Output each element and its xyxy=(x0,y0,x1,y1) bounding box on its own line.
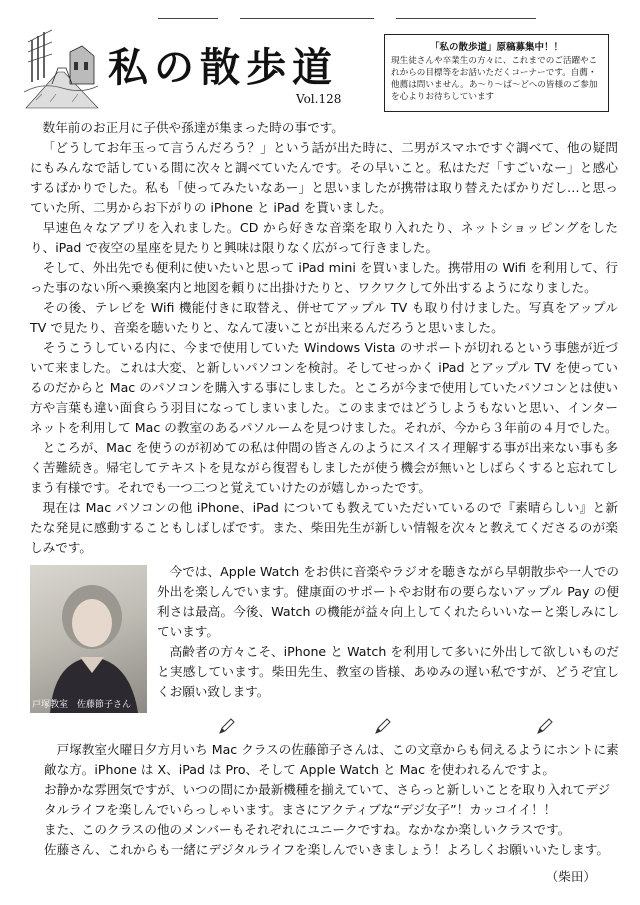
comment-paragraph: 戸塚教室火曜日夕方月いち Mac クラスの佐藤節子さんは、この文章からも伺えるようにホントに素敵な方。iPhone は X、iPad は Pro、そして Apple Watch と Mac を使われるんですよ。 xyxy=(44,742,619,777)
pencil-icon xyxy=(374,716,392,736)
article-paragraph: そうこうしている内に、今まで使用していた Windows Vista のサポートが切れるという事態が近づいて来ました。これは大変、と新しいパソコンを検討。そしてせっかく iPad とアップル TV を使っているのだからと Mac のパソコンを購入する事にしました。ところが今まで使用していたパソコンとは使い方や言葉も違い面食らう羽目になってしまいました。このままではどうしようもないと思い、インターネットを利用して Mac の教室のあるパソルームを見つけました。それが、今から３年前の４月でした。 xyxy=(30,340,618,435)
article-paragraph: そして、外出先でも便利に使いたいと思って iPad mini を買いました。携帯用の Wifi を利用して、行った事のない所へ乗換案内と地図を頼りに出掛けたりと、ワクワクして外出するようになりました。 xyxy=(30,260,618,295)
comment-paragraph: また、このクラスの他のメンバーもそれぞれにユニークですね。なかなか楽しいクラスです。 xyxy=(44,822,571,837)
portrait-illustration xyxy=(30,565,147,713)
editor-comment xyxy=(44,740,620,860)
article-paragraph: 数年前のお正月に子供や孫達が集まった時の事です。 xyxy=(42,120,344,135)
article-paragraph: 現在は Mac パソコンの他 iPhone、iPad についても教えていただいているので『素晴らしい』と新たな発見に感動することもしばしばです。また、柴田先生が新しい情報を次々と教えてくださるのが楽しみです。 xyxy=(30,500,618,555)
author-photo xyxy=(30,565,147,713)
editor-signature: （柴田） xyxy=(545,869,596,884)
article-paragraph: 今では、Apple Watch をお供に音楽やラジオを聴きながら早朝散歩や一人での外出を楽しんでいます。健康面のサポートやお財布の要らないアップル Pay の便利さは最高。今後、Watch の機能が益々向上してくれたらいいなーと楽しみにしています。 xyxy=(157,564,619,639)
article-paragraph: 早速色々なアプリを入れました。CD から好きな音楽を取り入れたり、ネットショッピングをしたり、iPad で夜空の星座を見たりと興味は限りなく広がって行きました。 xyxy=(30,220,618,255)
photo-caption: 戸塚教室 佐藤節子さん xyxy=(32,700,132,710)
pencil-icon xyxy=(536,716,554,736)
pencil-icon xyxy=(218,716,236,736)
article-paragraph: 「どうしてお年玉って言うんだろう？」という話が出た時に、二男がスマホですぐ調べて、他の疑問にもみんなで話している間に次々と調べていたんです。その早いこと。私はただ「すごいなー」と感心するばかりでした。私も「使ってみたいなあー」と思いましたが携帯は取り替えたばかりだし…と思っていた所、二男からお下がりの iPhone と iPad を貰いました。 xyxy=(30,140,618,215)
article-side-text xyxy=(157,562,619,702)
notice-body: 現生徒さんや卒業生の方々に、これまでのご活躍やこれからの目標等をお話いただくコーナーです。自薦・他薦は問いません。あ〜り〜ば〜どへの皆様のご参加を心よりお待ちしています xyxy=(391,56,598,102)
article-body xyxy=(30,118,618,558)
notice-title: 「私の散歩道」原稿募集中！！ xyxy=(429,42,563,53)
page-title: 私の散歩道 xyxy=(108,44,338,91)
article-paragraph: ところが、Mac を使うのが初めての私は仲間の皆さんのようにスイスイ理解する事が出来ない事も多く苦難続き。帰宅してテキストを見ながら復習もしましたが使う機会が無いとしばらくすると忘れてしまう有様です。それでも一つ二つと覚えていけたのが嬉しかったです。 xyxy=(30,440,618,495)
article-paragraph: 高齢者の方々こそ、iPhone と Watch を利用して多いに外出して欲しいものだと実感しています。柴田先生、教室の皆様、あゆみの遅い私ですが、どうぞ宜しくお願い致します。 xyxy=(157,644,619,699)
article-paragraph: その後、テレビを Wifi 機能付きに取替え、併せてアップル TV も取り付けました。写真をアップル TV で見たり、音楽を聴いたりと、なんて凄いことが出来るんだろうと思いました。 xyxy=(30,300,618,335)
comment-paragraph: 佐藤さん、これからも一緒にデジタルライフを楽しんでいきましょう！よろしくお願いいたします。 xyxy=(44,842,609,857)
notice-box xyxy=(384,34,609,112)
street-sketch-logo xyxy=(22,22,100,112)
volume-number: Vol.128 xyxy=(296,92,342,106)
comment-paragraph: お静かな雰囲気ですが、いつの間にか最新機種を揃えていて、さらっと新しいことを取り入れてデジタルライフを楽しんでいらっしゃいます。まさにアクティブな“デジ女子”！カッコイイ！！ xyxy=(44,782,611,817)
